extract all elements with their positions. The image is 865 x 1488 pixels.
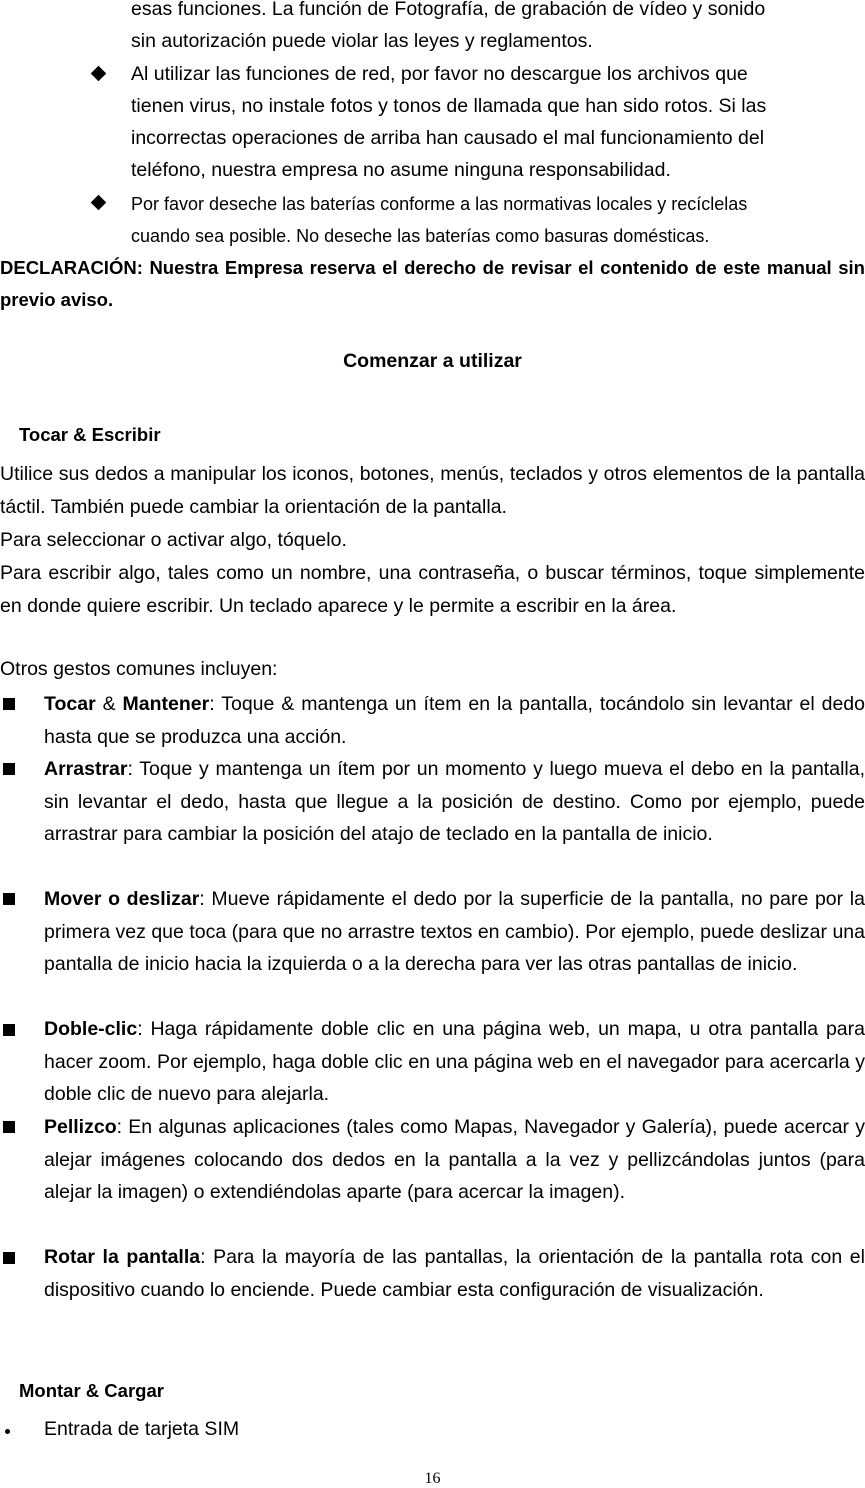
gesture-term: Tocar [44,693,96,715]
diamond-bullet-icon [91,195,107,211]
gesture-term: Mover o deslizar [44,888,200,910]
list-item [44,1111,865,1209]
list-item [44,753,865,851]
warning-text-line: sin autorización puede violar las leyes y reglamentos. [131,30,593,52]
warning-text-line: esas funciones. La función de Fotografía, de grabación de vídeo y sonido [131,0,766,20]
subsection-heading: Tocar & Escribir [19,424,161,445]
section-title: Comenzar a utilizar [343,350,522,372]
warning-text-line: teléfono, nuestra empresa no asume ninguna responsabilidad. [131,159,671,181]
gesture-description: : Para la mayoría de las pantallas, la orientación de la pantalla rota con el dispositivo cuando lo enciende. Puede cambiar esta configuración de visualización. [44,1246,865,1301]
list-item: Tocar & Mantener: Toque & mantenga un ítem en la pantalla, tocándolo sin levantar el dedo hasta que se produzca una acción. [44,693,865,748]
diamond-bullet-icon [91,66,107,82]
page-number: 16 [424,1470,441,1487]
square-bullet-icon [3,1121,15,1133]
square-bullet-icon [3,763,15,775]
gesture-description: : Toque y mantenga un ítem por un momento y luego mueva el debo en la pantalla, sin levantar el dedo, hasta que llegue a la posición de destino. Como por ejemplo, puede arrastrar para cambiar la posición del atajo de teclado en la pantalla de inicio. [44,758,865,846]
square-bullet-icon [3,893,15,905]
gesture-description: : Haga rápidamente doble clic en una página web, un mapa, u otra pantalla para hacer zoom. Por ejemplo, haga doble clic en una página web en el navegador para acercarla y doble clic de nuevo para alejarla. [44,1018,865,1106]
paragraph: Para escribir algo, tales como un nombre, una contraseña, o buscar términos, toque simplemente en donde quiere escribir. Un teclado aparece y le permite a escribir en la área. [0,562,865,617]
warning-text-line: Al utilizar las funciones de red, por favor no descargue los archivos que [131,63,748,85]
paragraph: Utilice sus dedos a manipular los iconos, botones, menús, teclados y otros elementos de la pantalla táctil. También puede cambiar la orientación de la pantalla. [0,463,865,518]
gesture-description: : Toque & mantenga un ítem en la pantalla, tocándolo sin levantar el dedo hasta que se produzca una acción. [44,693,865,748]
paragraph: Para seleccionar o activar algo, tóquelo. [0,529,347,551]
warning-text-line: cuando sea posible. No deseche las baterías como basuras domésticas. [131,226,710,246]
gesture-description: : En algunas aplicaciones (tales como Mapas, Navegador y Galería), puede acercar y alejar imágenes colocando dos dedos en la pantalla a la vez y pellizcándolas juntos (para alejar la imagen) o extendiéndolas aparte (para acercar la imagen). [44,1116,865,1204]
square-bullet-icon [3,1252,15,1264]
square-bullet-icon [3,1024,15,1036]
gesture-term: Mantener [122,693,210,715]
warning-text-line: tienen virus, no instale fotos y tonos de llamada que han sido rotos. Si las [131,95,767,117]
list-item: Entrada de tarjeta SIM [44,1418,240,1440]
gesture-term: Doble-clic [44,1018,138,1040]
subsection-heading: Montar & Cargar [19,1380,164,1401]
list-item [44,1013,865,1111]
warning-text-line: Por favor deseche las baterías conforme a las normativas locales y recíclelas [131,194,748,214]
declaration: DECLARACIÓN: Nuestra Empresa reserva el derecho de revisar el contenido de este manual sin previo aviso. [0,257,865,310]
gesture-term: Arrastrar [44,758,128,780]
gesture-description: : Mueve rápidamente el dedo por la superficie de la pantalla, no pare por la primera vez que toca (para que no arrastre textos en cambio). Por ejemplo, puede deslizar una pantalla de inicio hacia la izquierda o a la derecha para ver las otras pantallas de inicio. [44,888,865,976]
list-item [44,1241,865,1306]
round-bullet-icon [5,1429,10,1434]
list-item [44,883,865,981]
paragraph: Otros gestos comunes incluyen: [0,658,278,680]
gesture-term: Rotar la pantalla [44,1246,201,1268]
gesture-term: Pellizco [44,1116,117,1138]
warning-text-line: incorrectas operaciones de arriba han causado el mal funcionamiento del [131,127,765,149]
square-bullet-icon [3,698,15,710]
